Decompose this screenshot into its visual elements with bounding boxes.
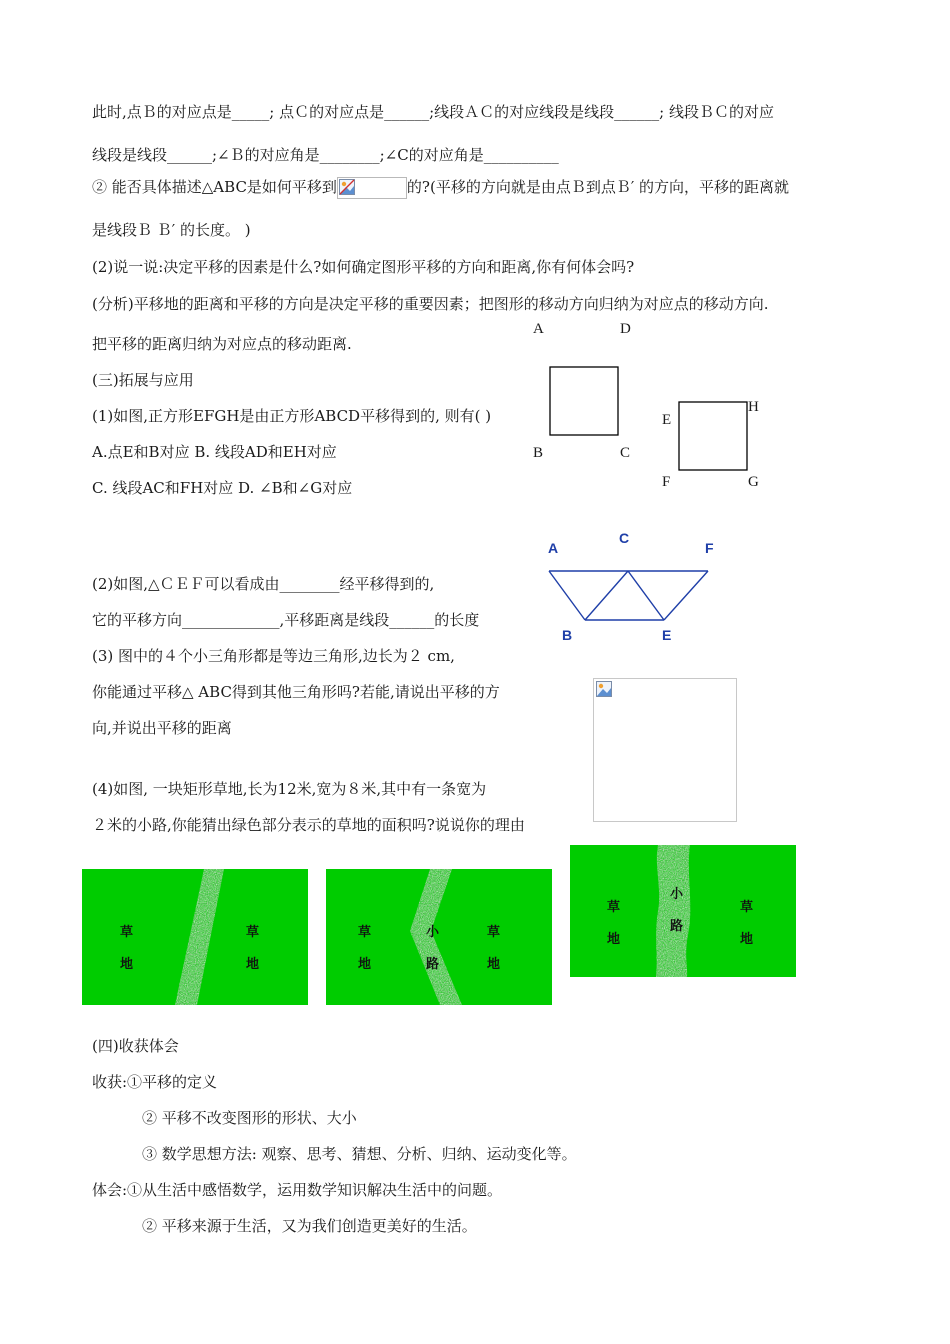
edge-bc (585, 571, 628, 620)
text-line: (四)收获体会 (92, 1037, 179, 1055)
label-b: B (562, 627, 573, 643)
label-g: G (748, 474, 759, 490)
label-f: F (662, 474, 671, 490)
text-line: (分析)平移地的距离和平移的方向是决定平移的重要因素；把图形的移动方向归纳为对应点的移动方向. (92, 295, 769, 313)
text-segment: 的?(平移的方向就是由点Ｂ到点Ｂ′ 的方向，平移的距离就 (406, 178, 789, 196)
text-line: A.点E和B对应 B. 线段AD和EH对应 (92, 443, 337, 461)
edge-ce (628, 571, 664, 620)
text-line: (4)如图, 一块矩形草地,长为12米,宽为８米,其中有一条宽为 (92, 780, 487, 798)
label-e: E (662, 412, 672, 428)
grass-field-3 (570, 845, 796, 977)
text-line: 收获:①平移的定义 (92, 1073, 218, 1091)
label-ground: 地 (740, 932, 754, 947)
label-ground: 地 (358, 957, 372, 972)
label-grass: 草 (246, 925, 260, 940)
triangles-drawing (540, 560, 720, 630)
broken-image-placeholder (593, 678, 737, 822)
text-line: 体会:①从生活中感悟数学，运用数学知识解决生活中的问题。 (92, 1181, 503, 1199)
text-line: C. 线段AC和FH对应 D. ∠B和∠G对应 (92, 479, 353, 497)
text-line: 此时,点Ｂ的对应点是_____; 点Ｃ的对应点是______;线段ＡＣ的对应线段是线段______; 线段ＢＣ的对应 (92, 103, 774, 121)
label-f: F (705, 540, 714, 556)
square-abcd (550, 367, 618, 435)
label-ground: 地 (487, 957, 501, 972)
edge-ab (549, 571, 585, 620)
square-efgh (679, 402, 747, 470)
label-a: A (533, 321, 544, 337)
broken-image-placeholder (337, 177, 407, 199)
text-line (92, 177, 789, 199)
label-h: H (748, 399, 759, 415)
text-line: 线段是线段______;∠Ｂ的对应角是________;∠C的对应角是__________ (92, 146, 559, 164)
label-ground: 地 (607, 932, 621, 947)
text-line: ③ 数学思想方法: 观察、思考、猜想、分析、归纳、运动变化等。 (142, 1145, 577, 1163)
squares-drawing (540, 360, 770, 490)
text-line: (1)如图,正方形EFGH是由正方形ABCD平移得到的, 则有( ) (92, 407, 492, 425)
label-ground: 地 (120, 957, 134, 972)
text-line: (2)说一说:决定平移的因素是什么?如何确定图形平移的方向和距离,你有何体会吗? (92, 258, 635, 276)
label-grass: 草 (607, 900, 621, 915)
label-small: 小 (670, 887, 684, 902)
text-line: (3) 图中的４个小三角形都是等边三角形,边长为２ cm, (92, 647, 455, 665)
grass-field-1 (82, 869, 308, 1005)
text-line: (三)拓展与应用 (92, 371, 194, 389)
label-c: C (619, 530, 630, 546)
text-segment: ② 能否具体描述△ABC是如何平移到 (92, 178, 337, 196)
text-line: 你能通过平移△ ABC得到其他三角形吗?若能,请说出平移的方 (92, 683, 500, 701)
label-ground: 地 (246, 957, 260, 972)
label-e: E (662, 627, 672, 643)
label-grass: 草 (120, 925, 134, 940)
label-a: A (548, 540, 559, 556)
label-road: 路 (426, 957, 440, 972)
text-line: 是线段Ｂ Ｂ′ 的长度。 ) (92, 221, 251, 239)
road-wavy (570, 845, 796, 977)
text-line: ② 平移来源于生活，又为我们创造更美好的生活。 (142, 1217, 477, 1235)
edge-ef (664, 571, 708, 620)
image-icon (339, 179, 355, 195)
text-line: (2)如图,△ＣＥＦ可以看成由________经平移得到的, (92, 575, 435, 593)
text-line: ２米的小路,你能猜出绿色部分表示的草地的面积吗?说说你的理由 (92, 816, 525, 834)
road-straight (82, 869, 308, 1005)
label-c: C (620, 445, 631, 461)
label-road: 路 (670, 919, 684, 934)
text-line: ② 平移不改变图形的形状、大小 (142, 1109, 357, 1127)
label-small: 小 (426, 925, 440, 940)
label-grass: 草 (358, 925, 372, 940)
grass-field-2 (326, 869, 552, 1005)
text-line: 向,并说出平移的距离 (92, 719, 232, 737)
label-d: D (620, 321, 631, 337)
image-icon (596, 681, 612, 697)
label-b: B (533, 445, 544, 461)
text-line: 它的平移方向_____________,平移距离是线段______的长度 (92, 611, 480, 629)
text-line: 把平移的距离归纳为对应点的移动距离. (92, 335, 352, 353)
label-grass: 草 (740, 900, 754, 915)
label-grass: 草 (487, 925, 501, 940)
